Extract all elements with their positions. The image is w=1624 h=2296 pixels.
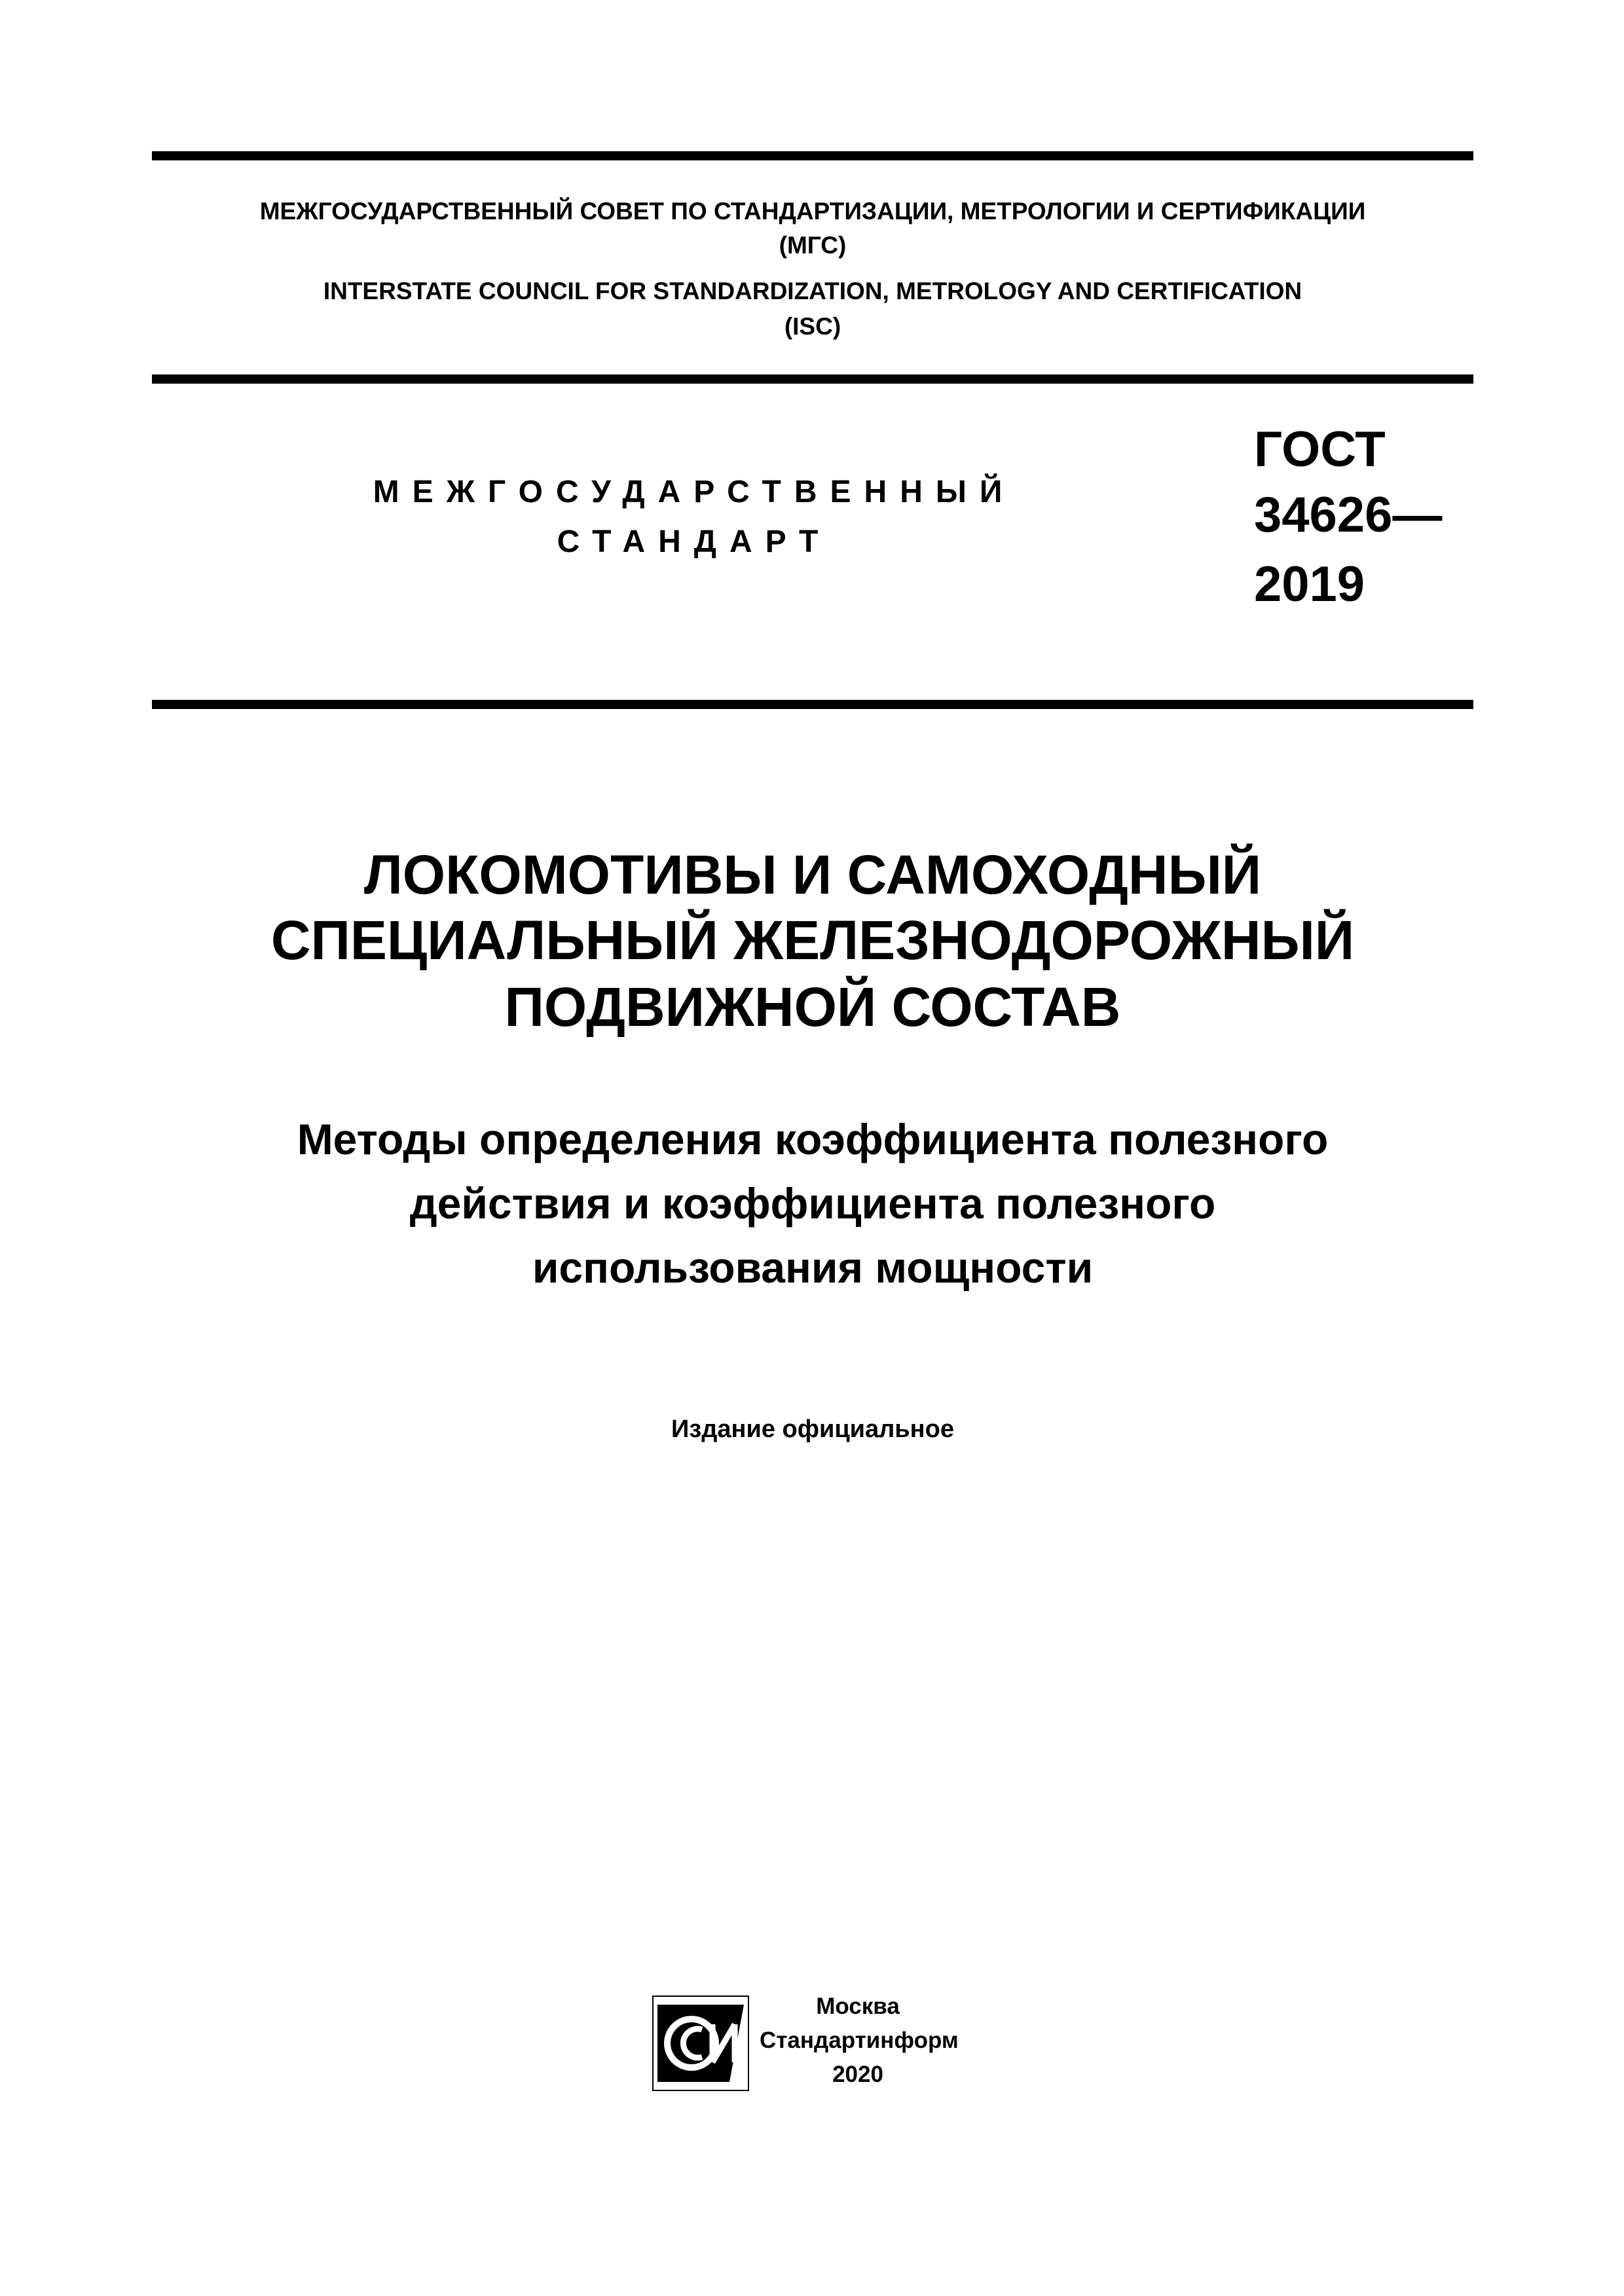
designation-year: 2019	[1254, 556, 1365, 612]
document-title-line1: ЛОКОМОТИВЫ И САМОХОДНЫЙ	[363, 844, 1262, 905]
document-subtitle-line2: действия и коэффициента полезного	[409, 1179, 1216, 1228]
edition-label: Издание официальное	[671, 1415, 954, 1443]
designation-prefix: ГОСТ	[1254, 422, 1386, 477]
standartinform-logo-icon	[652, 1995, 749, 2091]
council-abbr-ru: (МГС)	[779, 232, 847, 259]
publisher-city: Москва	[816, 1994, 900, 2019]
top-rule	[152, 151, 1473, 160]
document-title-line3: ПОДВИЖНОЙ СОСТАВ	[504, 976, 1121, 1038]
header-divider	[152, 374, 1473, 384]
publication-year: 2020	[832, 2062, 883, 2087]
standard-kind-line2: СТАНДАРТ	[557, 524, 832, 559]
council-name-ru: МЕЖГОСУДАРСТВЕННЫЙ СОВЕТ ПО СТАНДАРТИЗАЦИИ, МЕТРОЛОГИИ И СЕРТИФИКАЦИИ	[259, 198, 1366, 225]
document-subtitle-line3: использования мощности	[532, 1243, 1094, 1292]
designation-divider	[152, 700, 1473, 709]
publisher-name: Стандартинформ	[760, 2028, 959, 2053]
document-subtitle-line1: Методы определения коэффициента полезного	[297, 1115, 1329, 1163]
document-title-line2: СПЕЦИАЛЬНЫЙ ЖЕЛЕЗНОДОРОЖНЫЙ	[270, 909, 1355, 971]
standard-kind-line1: МЕЖГОСУДАРСТВЕННЫЙ	[373, 475, 1016, 509]
designation-number: 34626—	[1254, 487, 1443, 543]
council-abbr-en: (ISC)	[784, 313, 841, 340]
council-name-en: INTERSTATE COUNCIL FOR STANDARDIZATION, METROLOGY AND CERTIFICATION	[323, 278, 1302, 304]
